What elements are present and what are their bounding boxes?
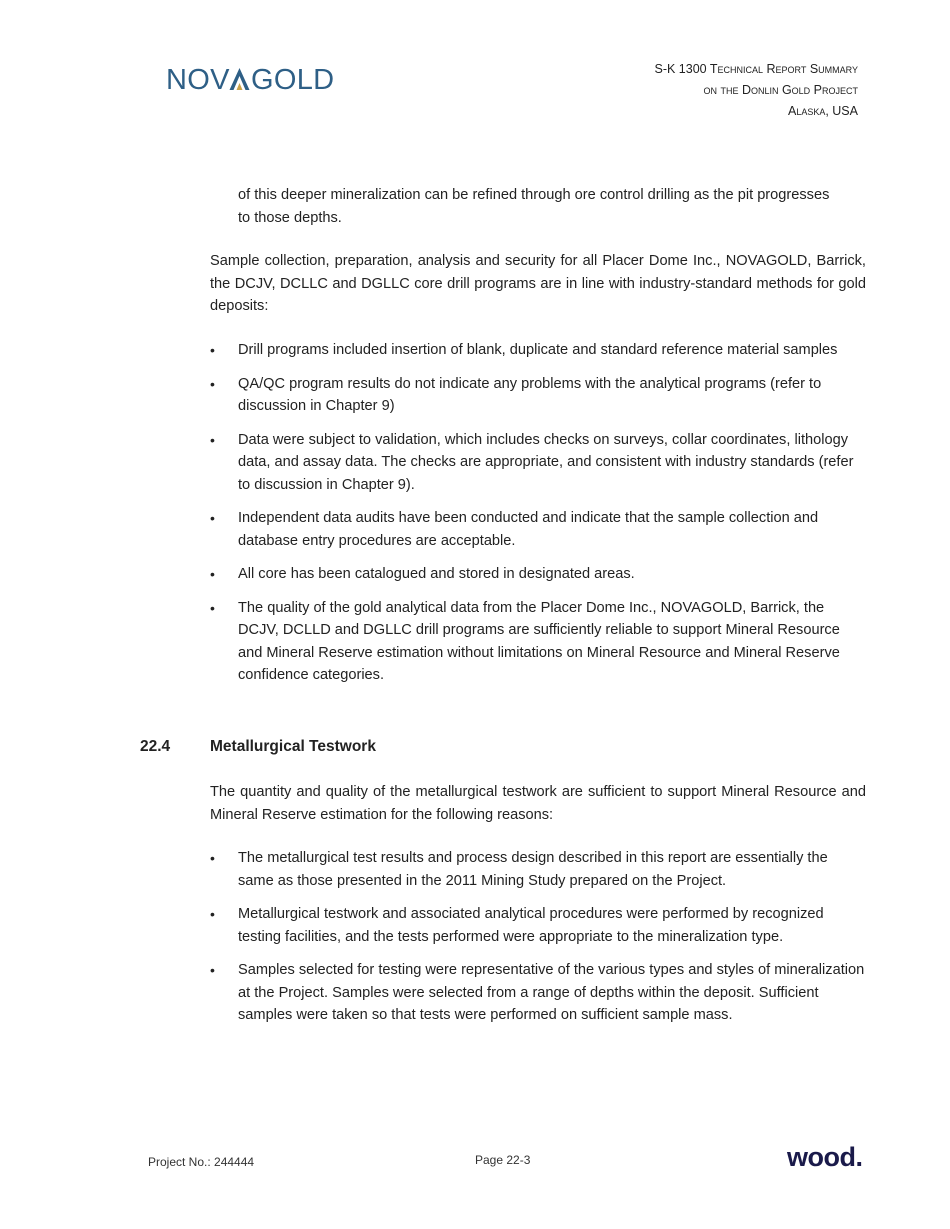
wood-logo: wood. [787,1142,863,1172]
project-number: Project No.: 244444 [148,1155,255,1169]
section-title: Metallurgical Testwork [210,738,376,755]
location-line: Alaska, USA [787,104,858,118]
list-item: • QA/QC program results do not indicate any problems with the analytical programs (refer to discussion in Chapter 9) [210,373,866,418]
qaqc-bullet-list [210,339,866,698]
page-number: Page 22-3 [475,1153,531,1167]
svg-text:GOLD: GOLD [251,64,335,94]
project-name-line: on the Donlin Gold Project [703,83,858,97]
metallurgical-intro-paragraph: The quantity and quality of the metallurgical testwork are sufficient to support Mineral Resource and Mineral Reserve estimation for the following reasons: [210,784,866,823]
list-item: • Samples selected for testing were representative of the various types and styles of mineralization at the Project. Samples were selected from a range of depths within the deposit. Sufficient samples were taken so that tests were performed on sufficient sample mass. [210,959,866,1027]
sample-collection-paragraph: Sample collection, preparation, analysis and security for all Placer Dome Inc., NOVAGOLD, Barrick, the DCJV, DCLLC and DGLLC core drill programs are in line with industry-standard methods for gold deposits: [210,253,866,314]
list-item: • The quality of the gold analytical data from the Placer Dome Inc., NOVAGOLD, Barrick, the DCJV, DCLLD and DGLLC drill programs are sufficiently reliable to support Mineral Resource and Mineral Reserve estimation without limitations on Mineral Resource and Mineral Reserve confidence categories. [210,597,866,687]
list-item: • Independent data audits have been conducted and indicate that the sample collection and database entry procedures are acceptable. [210,507,866,552]
report-title-line: S-K 1300 Technical Report Summary [654,62,858,76]
list-item: • Metallurgical testwork and associated analytical procedures were performed by recognized testing facilities, and the tests performed were appropriate to the mineralization type. [210,903,866,948]
continuation-paragraph: of this deeper mineralization can be refined through ore control drilling as the pit progresses to those depths. [238,187,830,226]
list-item: • Drill programs included insertion of blank, duplicate and standard reference material samples [210,339,866,362]
report-header [655,59,859,122]
section-heading [140,736,376,758]
section-number: 22.4 [140,738,171,755]
svg-text:NOV: NOV [166,64,230,94]
list-item: • The metallurgical test results and process design described in this report are essentially the same as those presented in the 2011 Mining Study prepared on the Project. [210,847,866,892]
list-item: • All core has been catalogued and stored in designated areas. [210,563,866,586]
metallurgy-bullet-list [210,847,866,1038]
list-item: • Data were subject to validation, which includes checks on surveys, collar coordinates, lithology data, and assay data. The checks are appropriate, and consistent with industry standards (refer to discussion in Chapter 9). [210,429,866,497]
